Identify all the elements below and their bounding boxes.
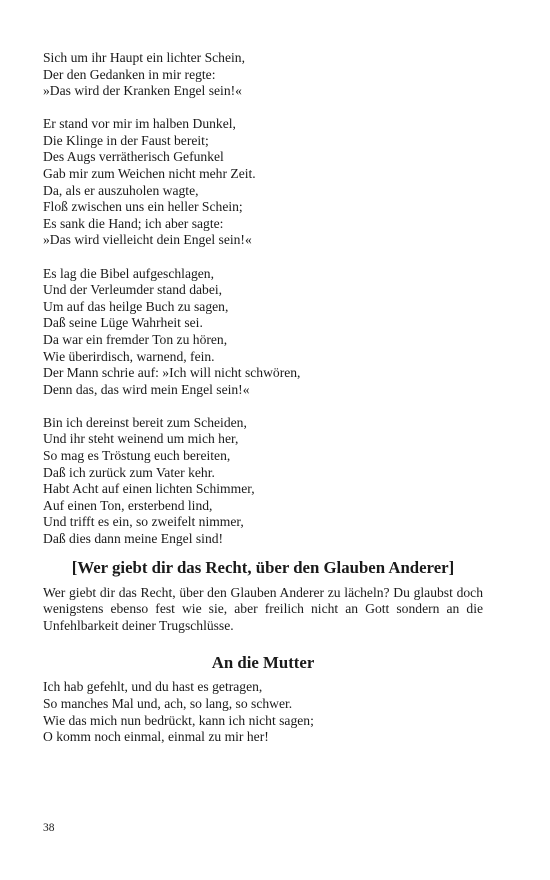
poem-line: Es lag die Bibel aufgeschlagen, [43,265,214,281]
poem-title: An die Mutter [211,653,315,673]
poem-line: Und ihr steht weinend um mich her, [43,431,239,447]
stanza [43,266,483,399]
poem-continuation [43,50,483,548]
poem-line: So mag es Tröstung euch bereiten, [43,447,231,463]
poem-line: Floß zwischen uns ein heller Schein; [43,199,243,215]
section-heading: [Wer giebt dir das Recht, über den Glauben Anderer] [71,557,455,577]
stanza [43,116,483,249]
poem-line: Es sank die Hand; ich aber sagte: [43,215,224,231]
poem-line: Um auf das heilge Buch zu sagen, [43,298,229,314]
poem-line: So manches Mal und, ach, so lang, so schwer. [43,695,293,711]
poem-line: Wie überirdisch, warnend, fein. [43,348,215,364]
poem-line: Daß seine Lüge Wahrheit sei. [43,315,203,331]
poem-line: Gab mir zum Weichen nicht mehr Zeit. [43,166,256,182]
stanza [43,415,483,548]
page-content [43,50,483,746]
poem-line: Der Mann schrie auf: »Ich will nicht schwören, [43,365,301,381]
poem-line: O komm noch einmal, einmal zu mir her! [43,729,269,745]
poem-line: Die Klinge in der Faust bereit; [43,132,209,148]
poem-line: Daß ich zurück zum Vater kehr. [43,464,215,480]
poem-line: Auf einen Ton, ersterbend lind, [43,497,213,513]
poem-line: »Das wird der Kranken Engel sein!« [43,83,242,99]
poem-line: Er stand vor mir im halben Dunkel, [43,116,236,132]
poem-line: Des Augs verrätherisch Gefunkel [43,149,224,165]
poem-line: Denn das, das wird mein Engel sein!« [43,381,250,397]
poem-line: Und trifft es ein, so zweifelt nimmer, [43,514,244,530]
poem-line: Und der Verleumder stand dabei, [43,282,223,298]
poem-line: Ich hab gefehlt, und du hast es getragen, [43,679,263,695]
poem-line: Da war ein fremder Ton zu hören, [43,331,228,347]
poem-line: Habt Acht auf einen lichten Schimmer, [43,481,255,497]
page-number: 38 [43,822,55,834]
prose-paragraph: Wer giebt dir das Recht, über den Glauben Anderer zu lächeln? Du glaubst doch wenigstens ebenso fest wie sie, aber freilich nicht an Gott sondern an die Unfehlbarkeit deiner Trugschlüsse. [43,584,483,633]
poem-line: Wie das mich nun bedrückt, kann ich nicht sagen; [43,712,314,728]
poem-line: Daß dies dann meine Engel sind! [43,530,224,546]
poem-line: »Das wird vielleicht dein Engel sein!« [43,232,252,248]
poem-line: Da, als er auszuholen wagte, [43,182,199,198]
stanza [43,679,483,745]
poem-line: Sich um ihr Haupt ein lichter Schein, [43,50,245,65]
poem-line: Bin ich dereinst bereit zum Scheiden, [43,414,247,430]
poem-line: Der den Gedanken in mir regte: [43,66,216,82]
stanza [43,50,483,100]
